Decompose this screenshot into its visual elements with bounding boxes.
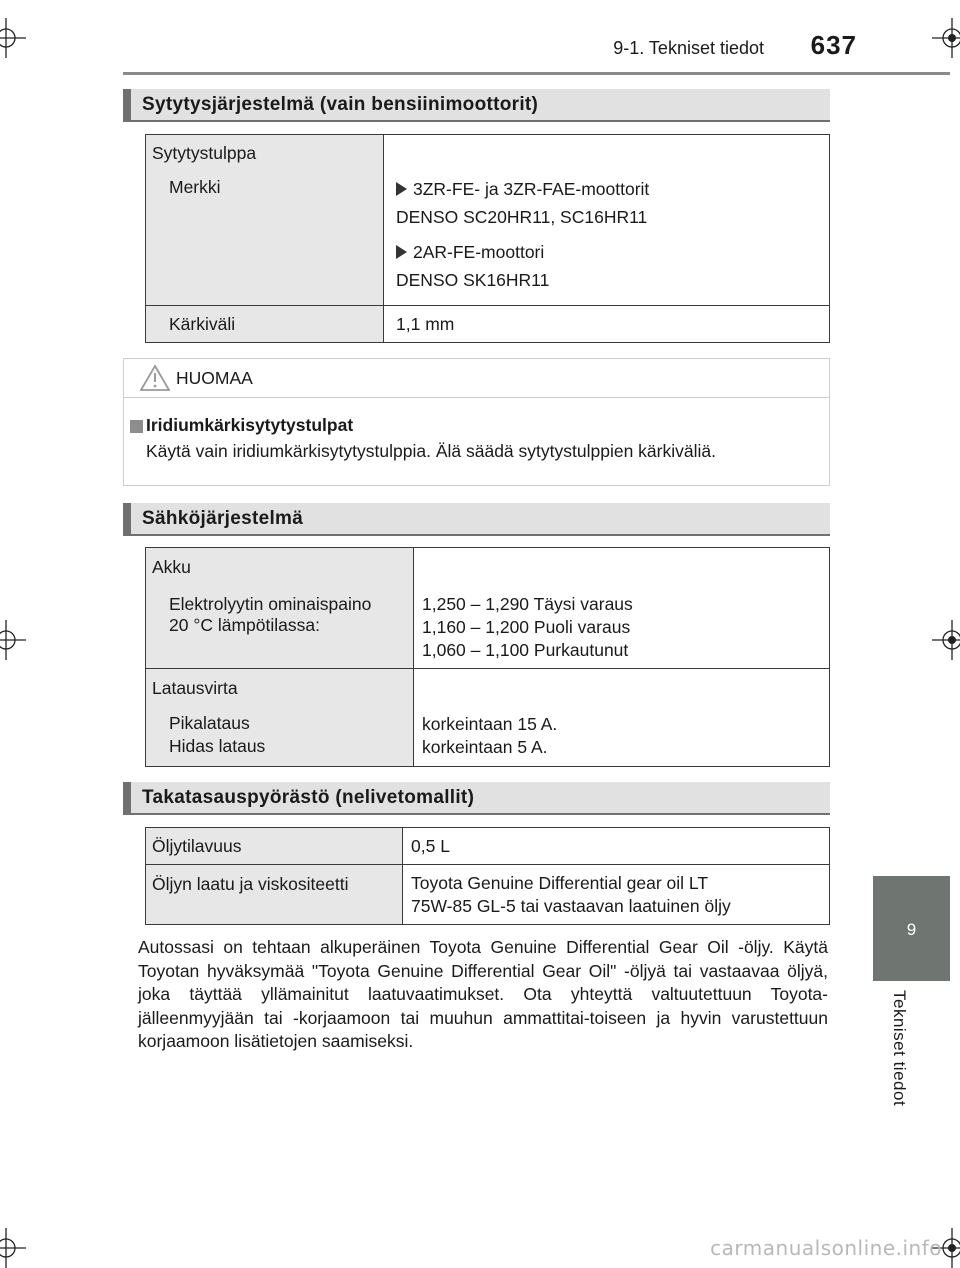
oil-capacity-value-cell (403, 828, 830, 865)
gap-label-cell (146, 306, 384, 343)
notice-title: HUOMAA (176, 368, 253, 388)
density-value: 1,250 – 1,290 Täysi varaus (422, 594, 633, 614)
warning-icon (140, 365, 170, 391)
oil-grade-label-cell (146, 865, 403, 925)
charge-label-cell (146, 669, 414, 767)
brand-label: Merkki (169, 177, 221, 197)
gap-value-cell (384, 306, 830, 343)
density-label-2: 20 °C lämpötilassa: (169, 615, 320, 635)
oil-capacity-label-cell (146, 828, 403, 865)
battery-label-cell (146, 548, 414, 669)
ignition-heading (123, 89, 830, 122)
variant-engine: 3ZR-FE- ja 3ZR-FAE-moottorit (384, 135, 829, 200)
variant-plugs: DENSO SK16HR11 (396, 270, 550, 290)
oil-grade-value-cell (403, 865, 830, 925)
crop-mark (0, 18, 26, 58)
ignition-heading-text: Sytytysjärjestelmä (vain bensiinimoottorit) (142, 94, 539, 115)
crop-mark (0, 1228, 26, 1268)
oil-capacity-value: 0,5 L (411, 835, 450, 856)
chapter-label: Tekniset tiedot (890, 990, 909, 1107)
watermark: carmanualsonline.info (710, 1236, 942, 1260)
page-number: 637 (810, 30, 857, 60)
header-rule (123, 72, 950, 75)
notice-body: Käytä vain iridiumkärkisytytystulppia. Älä säädä sytytystulppien kärkiväliä. (146, 441, 716, 461)
section-title: 9-1. Tekniset tiedot (613, 38, 764, 58)
rear-diff-heading (123, 782, 830, 815)
electrical-heading-text: Sähköjärjestelmä (142, 508, 304, 529)
variant-engine: 2AR-FE-moottori (384, 228, 829, 263)
gap-value: 1,1 mm (396, 314, 455, 334)
oil-grade-label: Öljyn laatu ja viskositeetti (152, 874, 349, 894)
oil-grade-value: 75W-85 GL-5 tai vastaavan laatuinen öljy (411, 896, 731, 916)
crop-mark (932, 620, 960, 660)
arrow-right-icon (396, 245, 407, 259)
charge-value-cell (414, 669, 830, 767)
slow-label: Hidas lataus (169, 736, 266, 756)
ignition-table (145, 134, 830, 343)
notice-box (123, 358, 830, 486)
electrical-table (145, 547, 830, 767)
chapter-tab[interactable] (873, 876, 950, 981)
fast-label: Pikalataus (169, 713, 250, 733)
oil-grade-value: Toyota Genuine Differential gear oil LT (411, 873, 709, 893)
rear-diff-table (145, 827, 830, 925)
spark-plug-value-cell (384, 135, 830, 306)
spark-plug-label: Sytytystulppa (152, 143, 257, 163)
crop-mark (932, 18, 960, 58)
spark-plug-label-cell (146, 135, 384, 306)
square-bullet-icon (130, 420, 143, 433)
rear-diff-heading-text: Takatasauspyörästö (nelivetomallit) (142, 787, 475, 808)
notice-subtitle: Iridiumkärkisytytystulpat (146, 415, 354, 435)
crop-mark (0, 620, 26, 660)
arrow-right-icon (396, 182, 407, 196)
rear-diff-paragraph: Autossasi on tehtaan alkuperäinen Toyota Genuine Differential Gear Oil -öljy. Käytä Toyotan hyväksymää "Toyota Genuine Differential Gear Oil" -öljyä tai vastaavaa öljyä, joka täyttää yllämainitut laatuvaatimukset. Ota yhteyttä valtuutettuun Toyota-jälleenmyyjään tai -korjaamoon tai muuhun ammattitai-toiseen ja hyvin varustettuun korjaamoon lisätietojen saamiseksi. (138, 937, 828, 1051)
gap-label: Kärkiväli (169, 314, 236, 334)
electrical-heading (123, 503, 830, 536)
oil-capacity-label: Öljytilavuus (152, 835, 242, 856)
battery-label: Akku (152, 557, 191, 577)
charge-label: Latausvirta (152, 678, 238, 698)
battery-value-cell (414, 548, 830, 669)
fast-value: korkeintaan 15 A. (422, 714, 558, 734)
density-value: 1,160 – 1,200 Puoli varaus (422, 617, 631, 637)
density-label-1: Elektrolyytin ominaispaino (169, 594, 372, 614)
variant-plugs: DENSO SC20HR11, SC16HR11 (396, 207, 648, 227)
notice-header (124, 359, 829, 398)
slow-value: korkeintaan 5 A. (422, 737, 548, 757)
density-value: 1,060 – 1,100 Purkautunut (422, 640, 629, 660)
chapter-number: 9 (906, 920, 917, 939)
